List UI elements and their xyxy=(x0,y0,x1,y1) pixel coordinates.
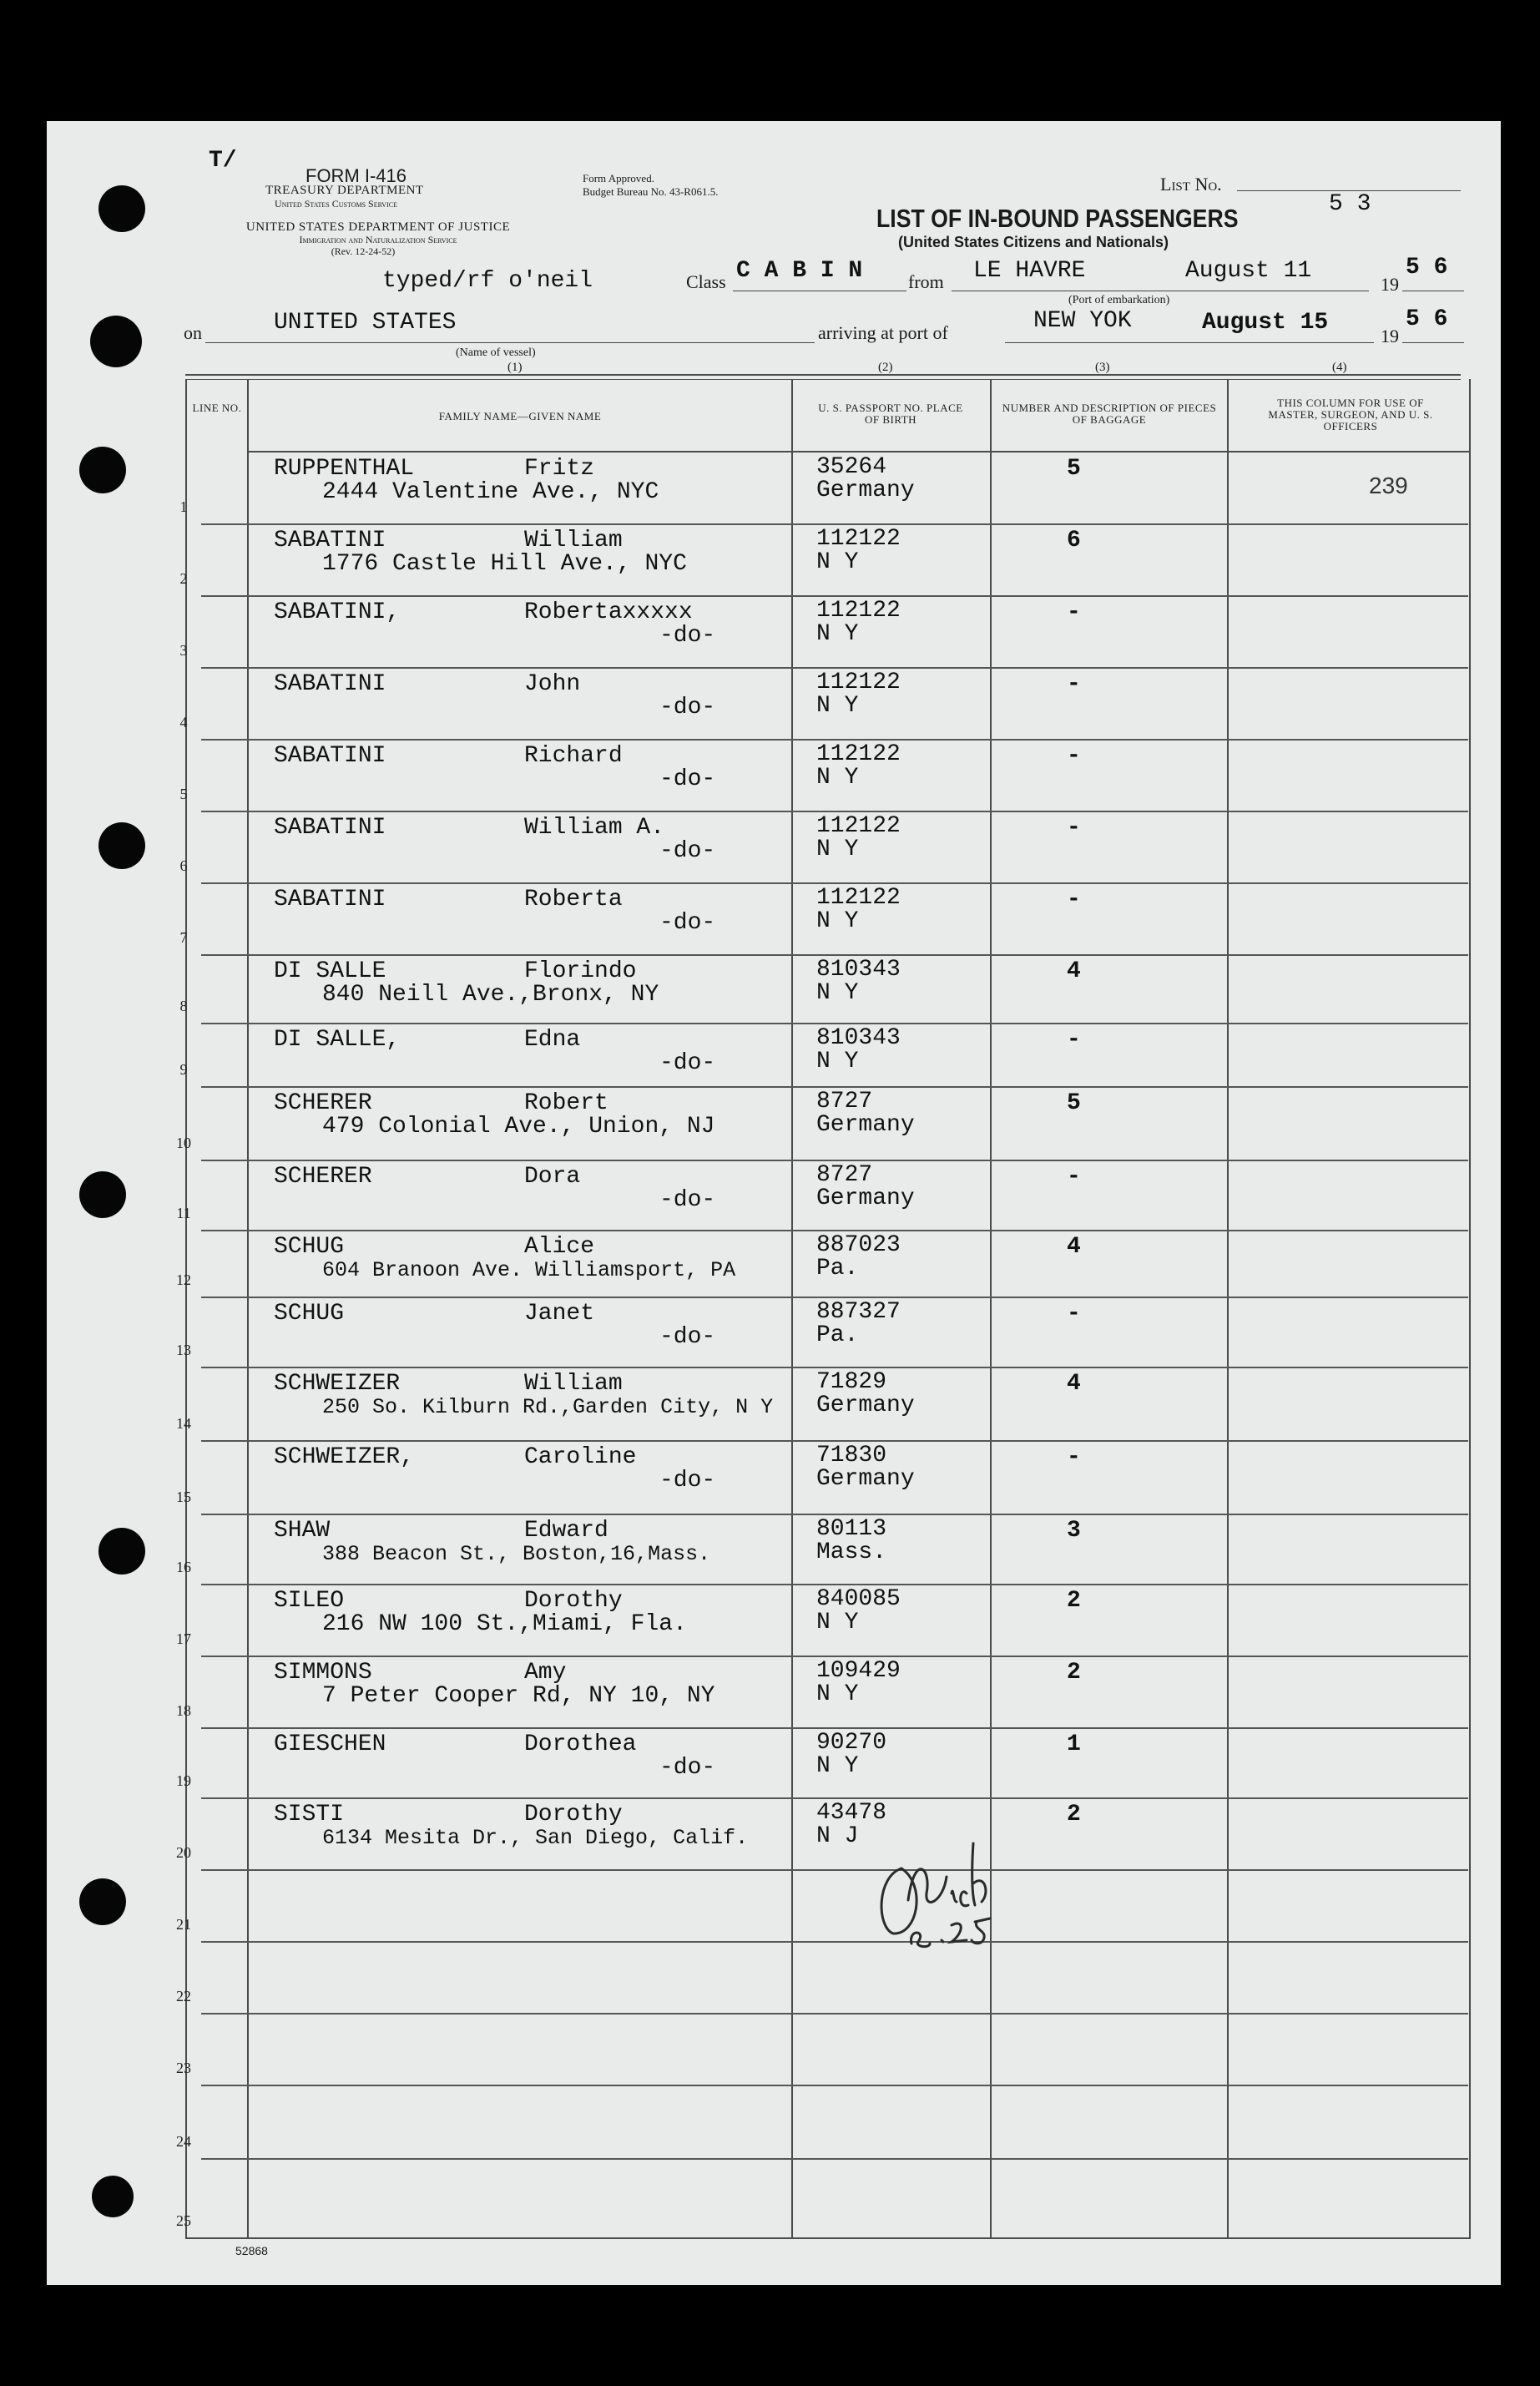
passport-number: 71830 xyxy=(816,1443,887,1469)
place-of-birth: Germany xyxy=(816,1393,915,1418)
given-name: Roberta xyxy=(524,887,623,912)
family-name: DI SALLE, xyxy=(274,1027,401,1053)
given-name: William xyxy=(524,528,623,554)
line-number: 24 xyxy=(176,2133,191,2150)
line-number: 10 xyxy=(176,1135,191,1151)
row-rule xyxy=(201,1869,1468,1871)
year1: 5 6 xyxy=(1406,255,1448,281)
place-of-birth: Pa. xyxy=(816,1322,859,1348)
line-number: 6 xyxy=(179,857,188,874)
line-number: 9 xyxy=(179,1061,188,1078)
line-number: 5 xyxy=(179,786,188,802)
dept-treasury-sub: United States Customs Service xyxy=(275,198,397,210)
given-name: Amy xyxy=(524,1660,567,1686)
baggage-count: 1 xyxy=(1067,1731,1081,1757)
column-number-1: (1) xyxy=(507,361,523,374)
passport-number: 810343 xyxy=(816,957,901,983)
corner-mark: T/ xyxy=(209,148,237,174)
place-of-birth: N Y xyxy=(816,549,859,575)
family-name: SCHUG xyxy=(274,1301,345,1327)
baggage-count: 5 xyxy=(1067,456,1081,482)
family-name: SABATINI xyxy=(274,671,386,697)
place-of-birth: N Y xyxy=(816,621,859,647)
class-label: Class xyxy=(686,271,726,292)
address: 479 Colonial Ave., Union, NJ xyxy=(322,1114,715,1140)
footer-code: 52868 xyxy=(235,2244,268,2257)
arrive-date: August 15 xyxy=(1202,310,1329,336)
row-rule xyxy=(201,1797,1468,1799)
family-name: SHAW xyxy=(274,1518,331,1544)
row-rule xyxy=(201,811,1468,812)
given-name: William xyxy=(524,1371,623,1397)
ditto-mark: -do- xyxy=(659,1755,716,1781)
line-number: 19 xyxy=(176,1772,191,1789)
family-name: SABATINI xyxy=(274,887,386,912)
baggage-count: 2 xyxy=(1067,1660,1081,1686)
passport-number: 43478 xyxy=(816,1800,887,1826)
punch-hole xyxy=(79,1171,126,1218)
given-name: Robert xyxy=(524,1090,608,1116)
baggage-count: - xyxy=(1067,1164,1081,1190)
baggage-count: 4 xyxy=(1067,1234,1081,1260)
given-name: Dorothy xyxy=(524,1802,623,1827)
typed-by: typed/rf o'neil xyxy=(382,268,593,294)
year2: 5 6 xyxy=(1406,306,1448,332)
punch-hole xyxy=(98,1528,145,1575)
ditto-mark: -do- xyxy=(659,1187,716,1213)
place-of-birth: N Y xyxy=(816,1753,859,1779)
given-name: Florindo xyxy=(524,958,637,984)
line-number: 1 xyxy=(179,498,188,515)
row-rule xyxy=(201,523,1468,525)
list-no-value: 5 3 xyxy=(1329,191,1371,217)
passport-number: 887327 xyxy=(816,1299,901,1325)
place-of-birth: N Y xyxy=(816,980,859,1006)
place-of-birth: N Y xyxy=(816,765,859,791)
arriving-label: arriving at port of xyxy=(818,322,948,343)
dept-justice-sub: Immigration and Naturalization Service xyxy=(299,234,457,245)
passport-number: 8727 xyxy=(816,1089,873,1115)
passport-number: 80113 xyxy=(816,1516,887,1542)
punch-hole xyxy=(79,447,126,493)
port-embark-note: (Port of embarkation) xyxy=(1068,294,1170,306)
punch-hole xyxy=(92,2176,134,2217)
family-name: SABATINI xyxy=(274,743,386,769)
passport-number: 90270 xyxy=(816,1730,887,1756)
family-name: SABATINI xyxy=(274,815,386,841)
dept-justice: UNITED STATES DEPARTMENT OF JUSTICE xyxy=(245,220,511,234)
approval-line2: Budget Bureau No. 43-R061.5. xyxy=(583,185,719,198)
baggage-count: - xyxy=(1067,743,1081,769)
header-passport: U. S. PASSPORT NO. PLACE OF BIRTH xyxy=(818,402,963,426)
row-rule xyxy=(201,667,1468,669)
passport-number: 109429 xyxy=(816,1658,901,1684)
line-number: 23 xyxy=(176,2060,191,2076)
given-name: Richard xyxy=(524,743,623,769)
row-rule xyxy=(201,954,1468,956)
baggage-count: 6 xyxy=(1067,528,1081,554)
line-number: 4 xyxy=(179,714,188,730)
given-name: Dora xyxy=(524,1164,581,1190)
column-number-4: (4) xyxy=(1332,361,1347,374)
place-of-birth: N Y xyxy=(816,1610,859,1635)
given-name: Robertaxxxxx xyxy=(524,599,693,625)
baggage-count: - xyxy=(1067,671,1081,697)
from-label: from xyxy=(908,271,944,292)
on-label: on xyxy=(184,322,202,343)
baggage-count: - xyxy=(1067,887,1081,912)
form-number: FORM I-416 xyxy=(305,165,407,186)
line-number: 12 xyxy=(176,1271,191,1288)
baggage-count: 2 xyxy=(1067,1802,1081,1827)
ditto-mark: -do- xyxy=(659,910,716,936)
ditto-mark: -do- xyxy=(659,1468,716,1494)
ditto-mark: -do- xyxy=(659,1050,716,1076)
vessel-line xyxy=(205,342,815,343)
given-name: Caroline xyxy=(524,1444,637,1470)
baggage-count: - xyxy=(1067,1301,1081,1327)
line-no-divider xyxy=(247,379,249,2237)
table-right-border xyxy=(1469,379,1471,2237)
line-number: 22 xyxy=(176,1988,191,2004)
row-rule xyxy=(201,1230,1468,1231)
address: 604 Branoon Ave. Williamsport, PA xyxy=(322,1258,736,1282)
given-name: Edna xyxy=(524,1027,581,1053)
baggage-divider xyxy=(1227,379,1229,2237)
passport-number: 112122 xyxy=(816,670,901,695)
passport-number: 112122 xyxy=(816,813,901,839)
list-no-label: List No. xyxy=(1160,174,1222,195)
baggage-count: 5 xyxy=(1067,1090,1081,1116)
arrive-line xyxy=(1005,342,1374,343)
given-name: Dorothea xyxy=(524,1731,637,1757)
family-name: SCHWEIZER, xyxy=(274,1444,415,1470)
family-name: SCHUG xyxy=(274,1234,345,1260)
line-number: 15 xyxy=(176,1489,191,1505)
family-name: SCHERER xyxy=(274,1090,372,1116)
family-name: SCHERER xyxy=(274,1164,372,1190)
officer-note: 239 xyxy=(1369,473,1408,498)
ditto-mark: -do- xyxy=(659,766,716,792)
punch-hole xyxy=(98,822,145,869)
header-name: FAMILY NAME—GIVEN NAME xyxy=(438,410,602,422)
row-rule xyxy=(201,882,1468,884)
place-of-birth: Germany xyxy=(816,478,915,503)
line-number: 25 xyxy=(176,2212,191,2229)
place-of-birth: Germany xyxy=(816,1185,915,1211)
place-of-birth: Mass. xyxy=(816,1539,887,1565)
place-of-birth: Germany xyxy=(816,1112,915,1138)
baggage-count: 4 xyxy=(1067,1371,1081,1397)
line-number: 8 xyxy=(179,998,188,1014)
year-prefix1: 19 xyxy=(1381,274,1399,295)
line-number: 7 xyxy=(179,929,188,946)
row-rule xyxy=(201,1160,1468,1161)
row-rule xyxy=(201,2013,1468,2014)
baggage-count: 4 xyxy=(1067,958,1081,984)
baggage-count: - xyxy=(1067,599,1081,625)
passport-number: 112122 xyxy=(816,741,901,767)
row-rule xyxy=(201,2158,1468,2160)
address: 840 Neill Ave.,Bronx, NY xyxy=(322,982,659,1008)
line-number: 14 xyxy=(176,1415,191,1432)
given-name: John xyxy=(524,671,581,697)
row-rule xyxy=(201,1584,1468,1585)
place-of-birth: Pa. xyxy=(816,1256,859,1281)
address: 388 Beacon St., Boston,16,Mass. xyxy=(322,1542,711,1566)
passport-number: 35264 xyxy=(816,454,887,480)
punch-hole xyxy=(79,1878,126,1925)
address: 6134 Mesita Dr., San Diego, Calif. xyxy=(322,1826,749,1850)
header-officers: THIS COLUMN FOR USE OF MASTER, SURGEON, AND U. S. OFFICERS xyxy=(1268,397,1433,432)
passport-number: 8727 xyxy=(816,1162,873,1188)
from-port: LE HAVRE xyxy=(973,258,1086,284)
address: 216 NW 100 St.,Miami, Fla. xyxy=(322,1611,687,1637)
place-of-birth: N Y xyxy=(816,837,859,862)
vessel-name: UNITED STATES xyxy=(274,310,457,336)
given-name: Fritz xyxy=(524,456,595,482)
line-number: 16 xyxy=(176,1559,191,1575)
family-name: SABATINI, xyxy=(274,599,401,625)
row-rule xyxy=(201,1023,1468,1024)
line-number: 13 xyxy=(176,1342,191,1358)
line-number: 11 xyxy=(176,1205,191,1221)
manifest-page xyxy=(47,121,1501,2285)
baggage-count: - xyxy=(1067,1027,1081,1053)
family-name: SILEO xyxy=(274,1588,345,1614)
page-title: LIST OF IN-BOUND PASSENGERS xyxy=(876,204,1239,233)
row-rule xyxy=(201,1086,1468,1088)
place-of-birth: Germany xyxy=(816,1466,915,1492)
punch-hole xyxy=(90,316,142,367)
name-divider xyxy=(791,379,793,2237)
row-rule xyxy=(201,1941,1468,1943)
line-number: 18 xyxy=(176,1702,191,1719)
passport-divider xyxy=(990,379,992,2237)
family-name: DI SALLE xyxy=(274,958,386,984)
address: 250 So. Kilburn Rd.,Garden City, N Y xyxy=(322,1395,774,1419)
ditto-mark: -do- xyxy=(659,838,716,864)
punch-hole xyxy=(98,185,145,232)
baggage-count: - xyxy=(1067,815,1081,841)
form-revision: (Rev. 12-24-52) xyxy=(331,245,396,257)
place-of-birth: N Y xyxy=(816,908,859,934)
table-top-rule-2 xyxy=(185,379,1461,380)
table-bottom-rule xyxy=(185,2237,1471,2239)
passport-number: 112122 xyxy=(816,885,901,911)
given-name: Edward xyxy=(524,1518,608,1544)
dept-treasury: TREASURY DEPARTMENT xyxy=(265,184,424,197)
arrive-port: NEW YOK xyxy=(1033,308,1132,334)
given-name: Dorothy xyxy=(524,1588,623,1614)
class-value: C A B I N xyxy=(736,258,863,284)
row-rule xyxy=(201,1727,1468,1729)
passport-number: 810343 xyxy=(816,1025,901,1051)
page-subtitle: (United States Citizens and Nationals) xyxy=(898,234,1169,250)
vessel-note: (Name of vessel) xyxy=(456,346,536,359)
baggage-count: - xyxy=(1067,1444,1081,1470)
row-rule xyxy=(201,1656,1468,1657)
line-number: 3 xyxy=(179,642,188,659)
place-of-birth: N Y xyxy=(816,1049,859,1074)
passport-number: 112122 xyxy=(816,526,901,552)
row-rule xyxy=(201,595,1468,597)
family-name: GIESCHEN xyxy=(274,1731,386,1757)
year-prefix2: 19 xyxy=(1381,326,1399,346)
ditto-mark: -do- xyxy=(659,1324,716,1350)
line-number: 20 xyxy=(176,1844,191,1861)
baggage-count: 2 xyxy=(1067,1588,1081,1614)
depart-date: August 11 xyxy=(1185,258,1312,284)
row-rule xyxy=(201,1440,1468,1442)
given-name: Janet xyxy=(524,1301,595,1327)
ditto-mark: -do- xyxy=(659,695,716,720)
table-top-rule xyxy=(185,374,1461,376)
place-of-birth: N J xyxy=(816,1823,859,1849)
row-rule xyxy=(201,1367,1468,1368)
family-name: SISTI xyxy=(274,1802,345,1827)
passport-number: 887023 xyxy=(816,1232,901,1258)
row-rule xyxy=(201,739,1468,741)
family-name: SABATINI xyxy=(274,528,386,554)
column-number-3: (3) xyxy=(1095,361,1110,374)
header-bottom-rule xyxy=(247,451,1469,452)
header-line-no: LINE NO. xyxy=(192,402,242,414)
line-number: 17 xyxy=(176,1630,191,1647)
line-number: 2 xyxy=(179,570,188,587)
ditto-mark: -do- xyxy=(659,623,716,649)
year-line2 xyxy=(1402,342,1464,343)
family-name: SCHWEIZER xyxy=(274,1371,401,1397)
line-number: 21 xyxy=(176,1916,191,1933)
approval-line1: Form Approved. xyxy=(583,172,654,185)
family-name: RUPPENTHAL xyxy=(274,456,415,482)
address: 1776 Castle Hill Ave., NYC xyxy=(322,551,687,577)
place-of-birth: N Y xyxy=(816,1681,859,1707)
row-rule xyxy=(201,1514,1468,1515)
place-of-birth: N Y xyxy=(816,693,859,719)
row-rule xyxy=(201,1297,1468,1298)
address: 2444 Valentine Ave., NYC xyxy=(322,479,659,505)
given-name: William A. xyxy=(524,815,665,841)
column-number-2: (2) xyxy=(878,361,893,374)
baggage-count: 3 xyxy=(1067,1518,1081,1544)
row-rule xyxy=(201,2085,1468,2086)
handwritten-initials xyxy=(860,1818,1043,1952)
passport-number: 840085 xyxy=(816,1586,901,1612)
address: 7 Peter Cooper Rd, NY 10, NY xyxy=(322,1683,715,1709)
passport-number: 112122 xyxy=(816,598,901,624)
given-name: Alice xyxy=(524,1234,595,1260)
passport-number: 71829 xyxy=(816,1369,887,1395)
family-name: SIMMONS xyxy=(274,1660,372,1686)
header-baggage: NUMBER AND DESCRIPTION OF PIECES OF BAGGAGE xyxy=(1002,402,1217,426)
